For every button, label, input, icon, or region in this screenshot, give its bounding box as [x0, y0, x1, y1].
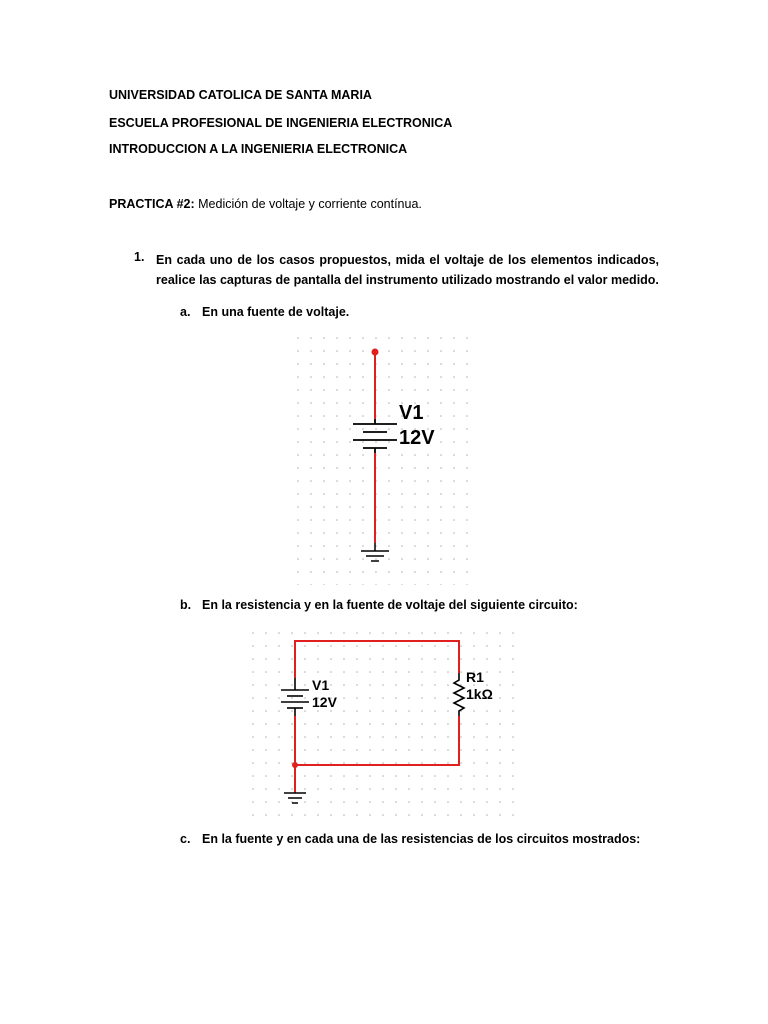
course-name: INTRODUCCION A LA INGENIERIA ELECTRONICA [109, 142, 408, 156]
item-a-text: En una fuente de voltaje. [202, 305, 350, 319]
grid-background [248, 628, 518, 820]
resistor-name-label: R1 [466, 669, 484, 685]
item-b [180, 598, 578, 612]
source-value-label: 12V [399, 427, 435, 449]
question-text: En cada uno de los casos propuestos, mida el voltaje de los elementos indicados, realice las capturas de pantalla del instrumento utilizado mostrando el valor medido. [156, 253, 659, 287]
practice-label: PRACTICA #2: [109, 197, 195, 211]
university-name: UNIVERSIDAD CATOLICA DE SANTA MARIA [109, 88, 372, 102]
school-name: ESCUELA PROFESIONAL DE INGENIERIA ELECTRONICA [109, 116, 453, 130]
source-name-label: V1 [312, 677, 330, 693]
item-b-text: En la resistencia y en la fuente de voltaje del siguiente circuito: [202, 598, 578, 612]
item-c-text: En la fuente y en cada una de las resistencias de los circuitos mostrados: [202, 832, 641, 846]
source-name-label: V1 [399, 402, 424, 424]
item-c [180, 832, 640, 846]
item-a [180, 305, 349, 319]
item-c-label: c. [180, 832, 191, 846]
terminal-node [372, 349, 379, 356]
resistor-value-label: 1kΩ [466, 686, 493, 702]
item-b-label: b. [180, 598, 192, 612]
practice-title [109, 197, 422, 211]
practice-text: Medición de voltaje y corriente contínua. [194, 197, 422, 211]
item-a-label: a. [180, 305, 191, 319]
source-value-label: 12V [312, 694, 337, 710]
circuit-a-diagram [295, 335, 475, 585]
circuit-b-diagram [248, 628, 518, 820]
grid-background [295, 335, 475, 585]
junction-node [292, 762, 298, 768]
question-number: 1. [134, 250, 145, 264]
